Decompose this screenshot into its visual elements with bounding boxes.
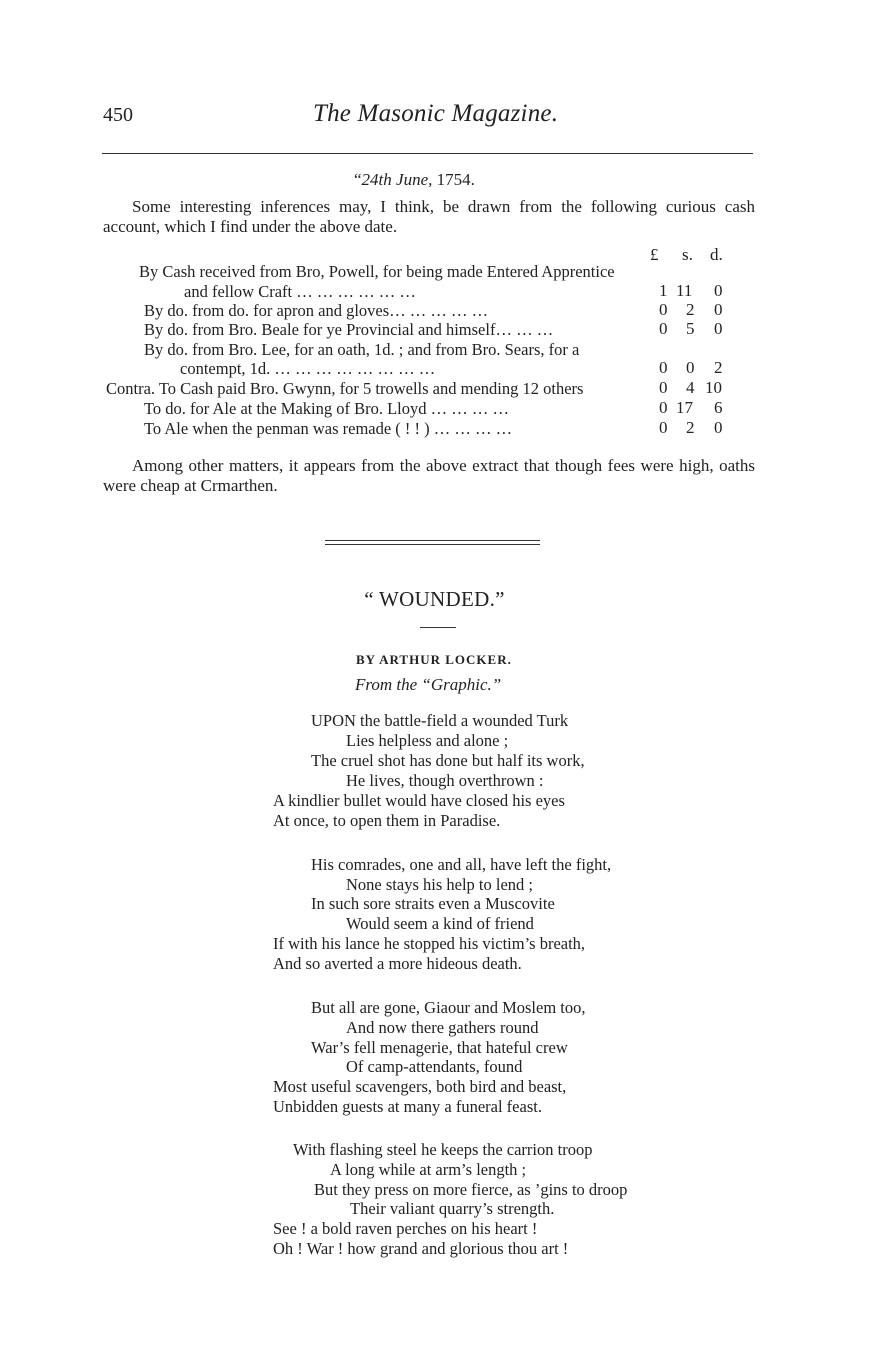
amount-pounds: 0: [659, 319, 668, 338]
amount-shillings: 2: [686, 300, 695, 319]
shillings-header: s.: [682, 245, 693, 264]
dateline-year: 1754.: [432, 170, 475, 189]
amount-pounds: 0: [659, 418, 668, 437]
pounds-header: £: [650, 245, 659, 264]
intro-paragraph: Some interesting inferences may, I think, be drawn from the following curious cash account, which I find under the above date.: [103, 197, 755, 236]
poem-line: He lives, though overthrown :: [346, 771, 544, 790]
poem-line: None stays his help to lend ;: [346, 875, 533, 894]
ledger-line: contempt, 1d. … … … … … … … …: [180, 359, 436, 378]
poem-line: See ! a bold raven perches on his heart !: [273, 1219, 538, 1238]
amount-shillings: 17: [676, 398, 693, 417]
amount-pounds: 0: [659, 378, 668, 397]
poem-title: “ WOUNDED.”: [364, 587, 505, 611]
poem-line: Most useful scavengers, both bird and beast,: [273, 1077, 567, 1096]
amount-pence: 10: [705, 378, 722, 397]
amount-pence: 0: [714, 319, 723, 338]
dateline: [354, 170, 475, 190]
poem-line: Unbidden guests at many a funeral feast.: [273, 1097, 542, 1116]
amount-pence: 0: [714, 281, 723, 300]
page-number: 450: [103, 104, 133, 126]
poem-line: But they press on more fierce, as ’gins to droop: [314, 1180, 628, 1199]
amount-pounds: 0: [659, 358, 668, 377]
poem-line: In such sore straits even a Muscovite: [311, 894, 555, 913]
poem-line: Lies helpless and alone ;: [346, 731, 509, 750]
header-rule: [102, 153, 753, 154]
poem-line: The cruel shot has done but half its work,: [311, 751, 585, 770]
dateline-open-quote: “: [354, 170, 362, 189]
poem-byline: BY ARTHUR LOCKER.: [356, 652, 512, 667]
amount-shillings: 0: [686, 358, 695, 377]
conclusion-paragraph: Among other matters, it appears from the above extract that though fees were high, oaths were cheap at Crmarthen.: [103, 456, 755, 495]
poem-line: UPON the battle-field a wounded Turk: [311, 711, 569, 730]
amount-shillings: 2: [686, 418, 695, 437]
amount-pence: 0: [714, 300, 723, 319]
ledger-line: To Ale when the penman was remade ( ! ! ) … … … …: [144, 419, 513, 438]
poem-line: At once, to open them in Paradise.: [273, 811, 501, 830]
amount-pounds: 1: [659, 281, 668, 300]
poem-line: His comrades, one and all, have left the fight,: [311, 855, 612, 874]
pence-header: d.: [710, 245, 723, 264]
amount-shillings: 4: [686, 378, 695, 397]
poem-line: War’s fell menagerie, that hateful crew: [311, 1038, 568, 1057]
poem-source: From the “Graphic.”: [355, 675, 502, 694]
poem-line: If with his lance he stopped his victim’s breath,: [273, 934, 586, 953]
poem-line: Would seem a kind of friend: [346, 914, 534, 933]
ledger-line: Contra. To Cash paid Bro. Gwynn, for 5 trowells and mending 12 others: [106, 379, 584, 398]
amount-pence: 6: [714, 398, 723, 417]
dateline-date: 24th June,: [361, 170, 433, 189]
ledger-line: By do. from Bro. Beale for ye Provincial and himself… … …: [144, 320, 554, 339]
poem-line: But all are gone, Giaour and Moslem too,: [311, 998, 586, 1017]
amount-pence: 2: [714, 358, 723, 377]
poem-line: A long while at arm’s length ;: [330, 1160, 527, 1179]
amount-shillings: 11: [676, 281, 693, 300]
ledger-line: By do. from Bro. Lee, for an oath, 1d. ; and from Bro. Sears, for a: [144, 340, 580, 359]
poem-line: With flashing steel he keeps the carrion troop: [293, 1140, 593, 1159]
ledger-line: By Cash received from Bro, Powell, for being made Entered Apprentice: [139, 262, 615, 281]
poem-line: Oh ! War ! how grand and glorious thou art !: [273, 1239, 569, 1258]
ledger-line: By do. from do. for apron and gloves… … … … …: [144, 301, 489, 320]
ledger-line: To do. for Ale at the Making of Bro. Lloyd … … … …: [144, 399, 510, 418]
amount-pence: 0: [714, 418, 723, 437]
poem-line: Of camp-attendants, found: [346, 1057, 523, 1076]
amount-pounds: 0: [659, 300, 668, 319]
ledger-line: and fellow Craft … … … … … …: [184, 282, 416, 301]
running-title: The Masonic Magazine.: [313, 100, 559, 127]
amount-pounds: 0: [659, 398, 668, 417]
poem-line: And now there gathers round: [346, 1018, 539, 1037]
poem-line: Their valiant quarry’s strength.: [350, 1199, 555, 1218]
section-divider: [325, 540, 540, 545]
amount-shillings: 5: [686, 319, 695, 338]
title-rule: [420, 627, 456, 628]
poem-line: A kindlier bullet would have closed his eyes: [273, 791, 565, 810]
poem-line: And so averted a more hideous death.: [273, 954, 522, 973]
